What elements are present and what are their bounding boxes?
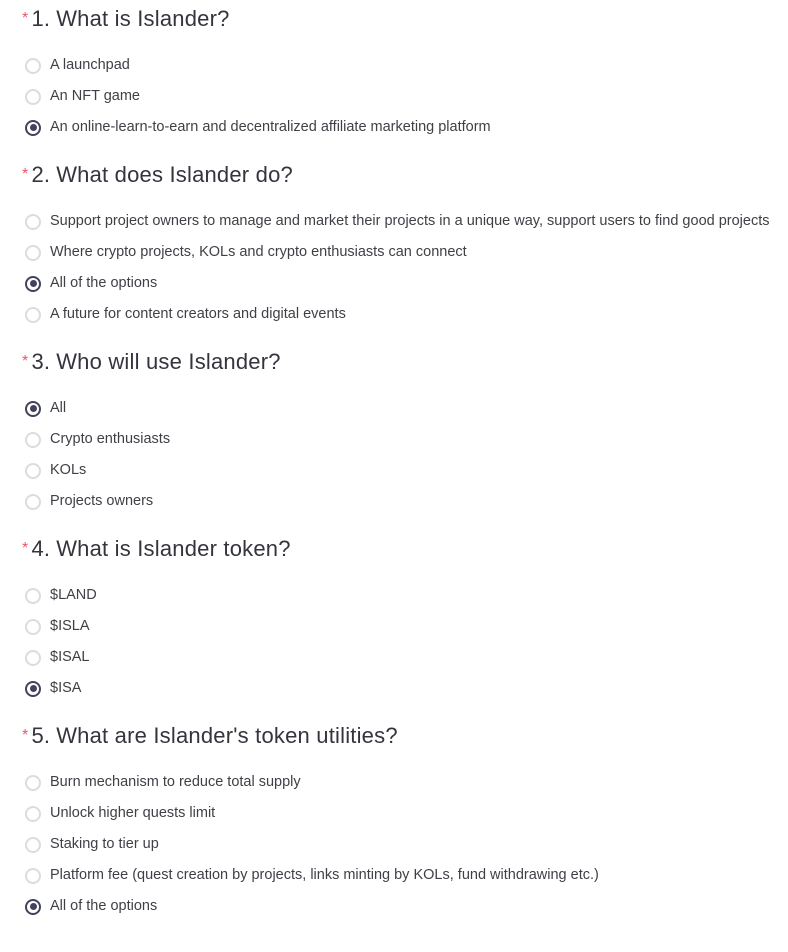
question-title [22, 348, 784, 379]
question-title [22, 722, 784, 753]
answer-option[interactable] [22, 803, 784, 824]
required-asterisk-icon: * [22, 727, 29, 744]
radio-dot-icon [30, 311, 37, 318]
answer-option-label: KOLs [50, 462, 87, 478]
radio-dot-icon [30, 436, 37, 443]
radio-button-icon[interactable] [25, 276, 41, 292]
radio-button-icon[interactable] [25, 214, 41, 230]
radio-dot-icon [30, 467, 37, 474]
radio-dot-icon [30, 903, 37, 910]
question-block [22, 722, 784, 917]
radio-button-icon[interactable] [25, 120, 41, 136]
radio-dot-icon [30, 93, 37, 100]
answer-option-label: An NFT game [50, 88, 140, 104]
question-block [22, 161, 784, 325]
radio-button-icon[interactable] [25, 89, 41, 105]
question-number: 2. [31, 162, 51, 187]
radio-button-icon[interactable] [25, 58, 41, 74]
radio-button-icon[interactable] [25, 650, 41, 666]
answer-option-label: $ISAL [50, 649, 90, 665]
answer-option[interactable] [22, 55, 784, 76]
answer-option-label: An online-learn-to-earn and decentralized affiliate marketing platform [50, 119, 491, 135]
question-block [22, 535, 784, 699]
radio-button-icon[interactable] [25, 401, 41, 417]
answer-option-label: A future for content creators and digital events [50, 306, 346, 322]
answer-option-label: Where crypto projects, KOLs and crypto enthusiasts can connect [50, 244, 467, 260]
radio-dot-icon [30, 592, 37, 599]
radio-button-icon[interactable] [25, 307, 41, 323]
answer-option[interactable] [22, 678, 784, 699]
answer-option[interactable] [22, 429, 784, 450]
answer-option-label: Unlock higher quests limit [50, 805, 216, 821]
options-list [22, 55, 784, 138]
answer-option-label: $ISA [50, 680, 82, 696]
answer-option[interactable] [22, 647, 784, 668]
radio-button-icon[interactable] [25, 775, 41, 791]
answer-option[interactable] [22, 86, 784, 107]
radio-dot-icon [30, 280, 37, 287]
radio-button-icon[interactable] [25, 806, 41, 822]
answer-option-label: Platform fee (quest creation by projects, links minting by KOLs, fund withdrawing etc.) [50, 867, 599, 883]
radio-button-icon[interactable] [25, 245, 41, 261]
question-number: 5. [31, 723, 51, 748]
answer-option-label: Crypto enthusiasts [50, 431, 171, 447]
radio-dot-icon [30, 779, 37, 786]
required-asterisk-icon: * [22, 166, 29, 183]
answer-option[interactable] [22, 211, 784, 232]
answer-option-label: All [50, 400, 67, 416]
question-number: 1. [31, 6, 51, 31]
radio-dot-icon [30, 62, 37, 69]
required-asterisk-icon: * [22, 10, 29, 27]
radio-dot-icon [30, 124, 37, 131]
question-text: What are Islander's token utilities? [56, 723, 398, 748]
radio-dot-icon [30, 654, 37, 661]
radio-button-icon[interactable] [25, 463, 41, 479]
answer-option[interactable] [22, 460, 784, 481]
radio-dot-icon [30, 623, 37, 630]
answer-option-label: All of the options [50, 275, 158, 291]
options-list [22, 211, 784, 325]
answer-option[interactable] [22, 772, 784, 793]
radio-button-icon[interactable] [25, 432, 41, 448]
radio-button-icon[interactable] [25, 588, 41, 604]
question-title [22, 5, 784, 36]
radio-dot-icon [30, 405, 37, 412]
radio-button-icon[interactable] [25, 619, 41, 635]
answer-option-label: A launchpad [50, 57, 130, 73]
answer-option[interactable] [22, 117, 784, 138]
answer-option[interactable] [22, 304, 784, 325]
answer-option[interactable] [22, 242, 784, 263]
answer-option[interactable] [22, 616, 784, 637]
answer-option[interactable] [22, 834, 784, 855]
radio-button-icon[interactable] [25, 868, 41, 884]
radio-dot-icon [30, 685, 37, 692]
answer-option-label: Staking to tier up [50, 836, 159, 852]
radio-button-icon[interactable] [25, 837, 41, 853]
answer-option[interactable] [22, 865, 784, 886]
question-text: What is Islander token? [56, 536, 291, 561]
question-number: 3. [31, 349, 51, 374]
answer-option[interactable] [22, 491, 784, 512]
answer-option-label: Projects owners [50, 493, 154, 509]
options-list [22, 585, 784, 699]
radio-button-icon[interactable] [25, 681, 41, 697]
question-number: 4. [31, 536, 51, 561]
answer-option[interactable] [22, 585, 784, 606]
answer-option-label: Burn mechanism to reduce total supply [50, 774, 301, 790]
question-text: What does Islander do? [56, 162, 293, 187]
question-title [22, 535, 784, 566]
radio-dot-icon [30, 872, 37, 879]
question-block [22, 348, 784, 512]
radio-button-icon[interactable] [25, 494, 41, 510]
radio-dot-icon [30, 810, 37, 817]
answer-option-label: $ISLA [50, 618, 90, 634]
question-block [22, 5, 784, 138]
answer-option-label: Support project owners to manage and market their projects in a unique way, support users to find good projects [50, 213, 770, 229]
answer-option[interactable] [22, 273, 784, 294]
radio-dot-icon [30, 841, 37, 848]
radio-dot-icon [30, 218, 37, 225]
question-title [22, 161, 784, 192]
radio-button-icon[interactable] [25, 899, 41, 915]
required-asterisk-icon: * [22, 540, 29, 557]
answer-option-label: $LAND [50, 587, 97, 603]
required-asterisk-icon: * [22, 353, 29, 370]
question-text: What is Islander? [56, 6, 230, 31]
answer-option[interactable] [22, 896, 784, 917]
radio-dot-icon [30, 498, 37, 505]
question-text: Who will use Islander? [56, 349, 281, 374]
answer-option-label: All of the options [50, 898, 158, 914]
radio-dot-icon [30, 249, 37, 256]
options-list [22, 398, 784, 512]
answer-option[interactable] [22, 398, 784, 419]
options-list [22, 772, 784, 917]
